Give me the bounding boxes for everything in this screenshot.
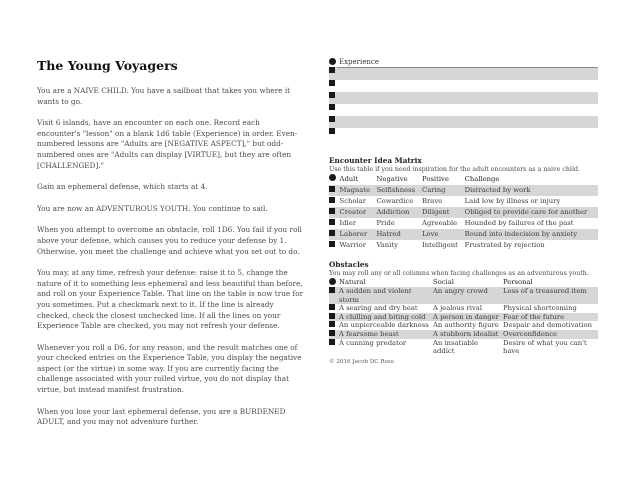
question-die-icon bbox=[329, 278, 336, 285]
encounter-table bbox=[329, 174, 598, 251]
table-cell: Despair and demotivation bbox=[503, 321, 592, 330]
table-cell: Laid low by illness or injury bbox=[464, 196, 561, 205]
die-2-icon bbox=[329, 197, 335, 203]
table-cell: Hounded by failures of the past bbox=[464, 218, 574, 227]
table-cell: Fear of the future bbox=[503, 312, 565, 321]
page-title: The Young Voyagers bbox=[37, 58, 178, 73]
table-cell: A searing and dry heat bbox=[339, 304, 418, 313]
die-5-icon bbox=[329, 230, 335, 236]
die-3-icon bbox=[329, 208, 335, 214]
experience-row[interactable] bbox=[337, 67, 598, 80]
obstacles-title: Obstacles bbox=[329, 259, 369, 269]
column-header: Social bbox=[433, 277, 454, 286]
die-6-icon bbox=[329, 241, 335, 247]
table-cell: Physical shortcoming bbox=[503, 304, 577, 313]
column-header: Natural bbox=[339, 277, 366, 286]
experience-table bbox=[329, 58, 598, 140]
question-die-icon bbox=[329, 174, 336, 181]
rules-column bbox=[37, 58, 305, 439]
rule-paragraph: When you lose your last ephemeral defense, you are a BURDENED ADULT, and you may not adventure further. bbox=[37, 406, 286, 427]
table-cell: Selfishness bbox=[376, 185, 416, 194]
table-cell: A fearsome beast bbox=[339, 330, 399, 339]
tables-column bbox=[329, 58, 598, 365]
experience-header: Experience bbox=[337, 58, 598, 67]
column-header: Positive bbox=[422, 174, 449, 183]
table-cell: Scholar bbox=[339, 196, 366, 205]
table-cell: Agreeable bbox=[422, 218, 458, 227]
die-5-icon bbox=[329, 116, 335, 122]
die-6-icon bbox=[329, 128, 335, 134]
rule-paragraph: When you attempt to overcome an obstacle, roll 1D6. You fail if you roll above your defense, which causes you to reduce your defense by 1. Otherwise, you meet the challenge and achieve what you set out to do. bbox=[37, 225, 303, 256]
die-1-icon bbox=[329, 186, 335, 192]
die-3-icon bbox=[329, 313, 335, 319]
column-header: Adult bbox=[339, 174, 359, 183]
table-cell: Brave bbox=[422, 196, 443, 205]
table-cell: An unpierceable darkness bbox=[339, 321, 429, 330]
encounter-title: Encounter Idea Matrix bbox=[329, 155, 422, 165]
die-1-icon bbox=[329, 287, 335, 293]
table-cell: Pride bbox=[376, 218, 395, 227]
obstacles-subtitle: You may roll any or all columns when facing challenges as an adventurous youth. bbox=[329, 269, 589, 277]
table-cell: A sudden and violent storm bbox=[339, 287, 412, 304]
table-cell: A cunning predator bbox=[339, 338, 407, 347]
table-cell: A jealous rival bbox=[433, 304, 483, 313]
die-5-icon bbox=[329, 330, 335, 336]
table-cell: An insatiable addict bbox=[433, 338, 479, 356]
table-cell: Idler bbox=[339, 218, 357, 227]
table-cell: A stubborn idealist bbox=[433, 330, 499, 339]
encounter-subtitle: Use this table if you need inspiration for the adult encounters as a naive child. bbox=[329, 165, 580, 173]
table-cell: Hatred bbox=[376, 229, 401, 238]
rule-paragraph: Gain an ephemeral defense, which starts at 4. bbox=[37, 182, 208, 192]
table-cell: Cowardice bbox=[376, 196, 414, 205]
column-header: Negative bbox=[376, 174, 408, 183]
table-cell: An authority figure bbox=[433, 321, 499, 330]
die-4-icon bbox=[329, 104, 335, 110]
die-3-icon bbox=[329, 92, 335, 98]
table-cell: A chilling and biting cold bbox=[339, 312, 426, 321]
experience-row[interactable] bbox=[337, 128, 598, 140]
table-cell: Magnate bbox=[339, 185, 371, 194]
copyright: © 2016 Jacob DC Ross bbox=[329, 358, 394, 365]
rule-paragraph: You are a NAIVE CHILD. You have a sailboat that takes you where it wants to go. bbox=[37, 86, 291, 106]
table-cell: Laborer bbox=[339, 229, 368, 238]
die-6-icon bbox=[329, 339, 335, 345]
table-cell: Desire of what you can't have bbox=[503, 338, 587, 356]
table-cell: A person in danger bbox=[433, 312, 499, 321]
question-die-icon bbox=[329, 58, 336, 65]
table-cell: Overconfidence bbox=[503, 330, 558, 339]
table-cell: Addiction bbox=[376, 207, 410, 216]
table-cell: Obliged to provide care for another bbox=[464, 207, 588, 216]
experience-row[interactable] bbox=[337, 80, 598, 92]
rule-paragraph: You are now an ADVENTUROUS YOUTH. You continue to sail. bbox=[37, 203, 268, 213]
column-header: Challenge bbox=[464, 174, 500, 183]
table-cell: Diligent bbox=[422, 207, 450, 216]
table-cell: Frustrated by rejection bbox=[464, 240, 545, 249]
experience-row[interactable] bbox=[337, 104, 598, 116]
die-4-icon bbox=[329, 219, 335, 225]
obstacles-table bbox=[329, 278, 598, 356]
rule-paragraph: Visit 6 islands, have an encounter on each one. Record each encounter's "lesson" on a blank 1d6 table (Experience) in order. Even-numbered lessons are "Adults are [NEGATIVE ASPECT]," but odd-numbered ones are "Adults can display [VIRTUE], but they are often [CHALLENGED]." bbox=[37, 118, 298, 170]
rule-paragraph: You may, at any time, refresh your defense: raise it to 5, change the nature of it to something less ephemeral and less beautiful than before, and roll on your Experience Table. That line on the table is now true for you sometimes. Put a checkmark next to it. If the line is already checked, check the closest unchecked line. If all the lines on your Experience Table are checked, you may not refresh your defense. bbox=[37, 268, 304, 331]
table-cell: Intelligent bbox=[422, 240, 458, 249]
table-cell: Loss of a treasured item bbox=[503, 287, 587, 296]
table-cell: Bound into indecision by anxiety bbox=[464, 229, 578, 238]
rule-paragraph: Whenever you roll a D6, for any reason, and the result matches one of your checked entries on the Experience Table, you display the negative aspect (or the virtue) in some way. If you are currently facing the challenge associated with your rolled virtue, you do not display that virtue, but instead manifest frustration. bbox=[37, 342, 302, 395]
table-cell: Vanity bbox=[376, 240, 398, 249]
die-1-icon bbox=[329, 67, 335, 73]
table-cell: Distracted by work bbox=[464, 185, 531, 194]
die-2-icon bbox=[329, 80, 335, 86]
table-cell: Creator bbox=[339, 207, 367, 216]
die-2-icon bbox=[329, 304, 335, 310]
table-cell: Love bbox=[422, 229, 439, 238]
experience-row[interactable] bbox=[337, 116, 598, 128]
column-header: Personal bbox=[503, 277, 533, 286]
die-4-icon bbox=[329, 321, 335, 327]
experience-row[interactable] bbox=[337, 92, 598, 104]
table-cell: Warrior bbox=[339, 240, 367, 249]
table-cell: An angry crowd bbox=[433, 287, 488, 296]
table-cell: Caring bbox=[422, 185, 446, 194]
